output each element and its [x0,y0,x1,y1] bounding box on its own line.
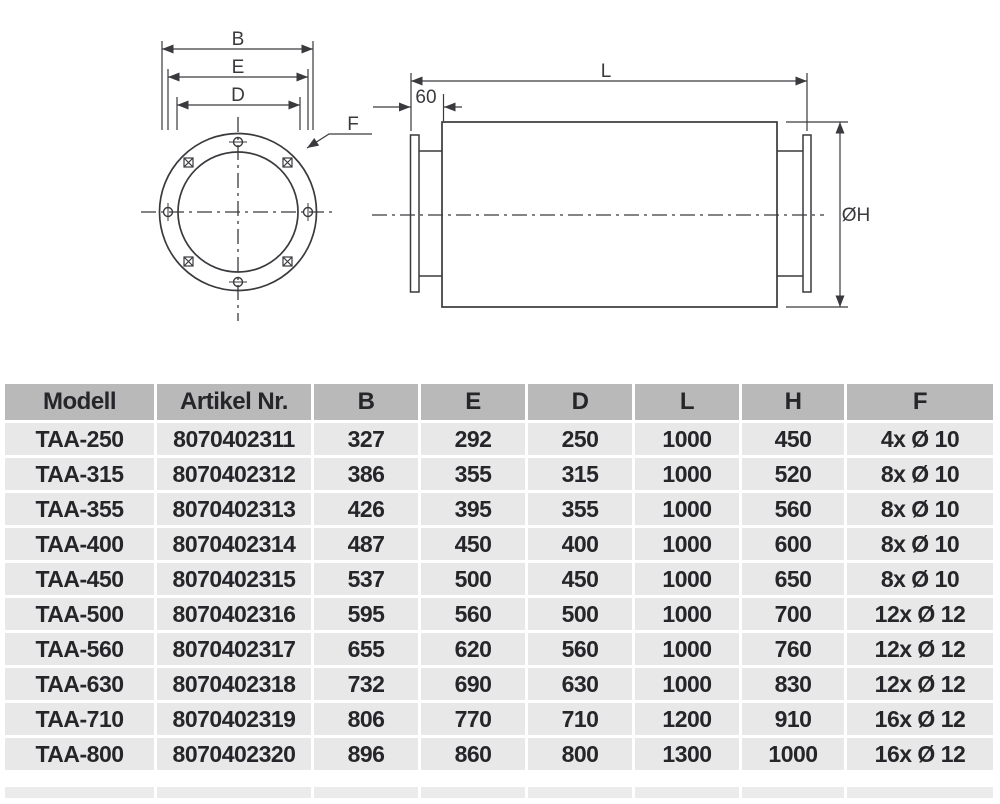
table-cell: 1300 [635,738,739,770]
table-cell: 8x Ø 10 [847,458,993,490]
table-cell: 500 [528,598,632,630]
table-cell: TAA-450 [5,563,154,595]
dimension-60 [373,87,462,121]
table-cell: 355 [528,493,632,525]
table-cell: 1000 [635,458,739,490]
left-flange [411,135,420,292]
table-cell: TAA-800 [5,738,154,770]
table-cell: 896 [314,738,418,770]
table-row [5,633,993,665]
table-cell: 487 [314,528,418,560]
table-cell: TAA-400 [5,528,154,560]
column-header: B [314,384,418,420]
table-cell: 315 [528,458,632,490]
table-cell: 560 [742,493,844,525]
table-cell: 4x Ø 10 [847,423,993,455]
table-cell: 16x Ø 12 [847,703,993,735]
hole-ref-label: F [347,114,359,135]
dim-d-label: D [231,85,245,106]
column-header: F [847,384,993,420]
hole-reference-f [307,114,372,148]
table-cell: TAA-355 [5,493,154,525]
table-cell: 1000 [635,528,739,560]
dimension-l [411,61,807,131]
table-cell: 732 [314,668,418,700]
table-cell: TAA-500 [5,598,154,630]
table-cell: 537 [314,563,418,595]
table-header-row [5,384,993,420]
table-cell: 760 [742,633,844,665]
table-row [5,458,993,490]
table-cell: 8070402312 [157,458,311,490]
dim-b-label: B [231,29,245,50]
table-cell: 1000 [635,668,739,700]
dim-h-label: ØH [841,205,871,226]
table-cell: 12x Ø 12 [847,598,993,630]
table-cell: 386 [314,458,418,490]
table-row [5,738,993,770]
table-cell: 395 [421,493,525,525]
column-header: D [528,384,632,420]
table-cell: 8070402313 [157,493,311,525]
table-cell: 650 [742,563,844,595]
table-cell: TAA-630 [5,668,154,700]
table-cell: 400 [528,528,632,560]
table-cell: 327 [314,423,418,455]
table-cell: 8070402314 [157,528,311,560]
column-header: Artikel Nr. [157,384,311,420]
table-row [5,703,993,735]
table-cell: 16x Ø 12 [847,738,993,770]
table-cell: 8070402317 [157,633,311,665]
table-cell: 600 [742,528,844,560]
table-cell: 560 [421,598,525,630]
table-cell: 910 [742,703,844,735]
table-cell: 8x Ø 10 [847,563,993,595]
table-cell: 595 [314,598,418,630]
column-header: L [635,384,739,420]
table-cell: 450 [528,563,632,595]
table-cell: 8x Ø 10 [847,493,993,525]
table-cell: 12x Ø 12 [847,633,993,665]
table-cell: 355 [421,458,525,490]
table-cell: TAA-315 [5,458,154,490]
table-cell: 700 [742,598,844,630]
table-cell: 1000 [635,493,739,525]
table-row [5,668,993,700]
column-header: H [742,384,844,420]
table-cell: 250 [528,423,632,455]
table-cell: 1200 [635,703,739,735]
table-cell: 8070402316 [157,598,311,630]
table-row [5,528,993,560]
table-cell: 655 [314,633,418,665]
table-cell: 560 [528,633,632,665]
technical-drawing [0,0,1000,380]
table-cell: 8070402319 [157,703,311,735]
table-cell: 500 [421,563,525,595]
table-cell: 800 [528,738,632,770]
table-body [5,423,993,770]
table-cell: 806 [314,703,418,735]
table-cell: 8070402315 [157,563,311,595]
dimension-b [162,29,313,130]
dimensions-table [2,381,996,773]
table-row [5,563,993,595]
table-cell: 1000 [635,598,739,630]
table-row [5,493,993,525]
left-stub [419,151,442,276]
table-cell: 520 [742,458,844,490]
table-cell: 690 [421,668,525,700]
table-cell: 426 [314,493,418,525]
column-header: Modell [5,384,154,420]
dim-e-label: E [231,57,245,78]
table-cell: 710 [528,703,632,735]
silencer-side-view [372,61,870,307]
table-cell: 860 [421,738,525,770]
table-cell: 1000 [635,633,739,665]
table-cell: 630 [528,668,632,700]
table-cell: 830 [742,668,844,700]
dim-60-label: 60 [415,87,437,108]
right-flange [803,135,811,292]
column-header: E [421,384,525,420]
table-cell: 620 [421,633,525,665]
table-cell: TAA-250 [5,423,154,455]
table-row [5,423,993,455]
flange-front-view [141,29,372,321]
table-cell: 450 [742,423,844,455]
table-cell: 8x Ø 10 [847,528,993,560]
table-row [5,598,993,630]
right-stub [777,151,803,276]
table-cell: 450 [421,528,525,560]
table-cell: 8070402311 [157,423,311,455]
table-cell: 1000 [635,563,739,595]
table-cell: 8070402320 [157,738,311,770]
table-cell: 1000 [635,423,739,455]
table-cell: 12x Ø 12 [847,668,993,700]
table-cell: TAA-710 [5,703,154,735]
table-cell: TAA-560 [5,633,154,665]
table-cutoff-row [5,787,993,798]
dim-l-label: L [600,61,612,82]
table-cell: 8070402318 [157,668,311,700]
table-cell: 292 [421,423,525,455]
table-cell: 770 [421,703,525,735]
table-cell: 1000 [742,738,844,770]
